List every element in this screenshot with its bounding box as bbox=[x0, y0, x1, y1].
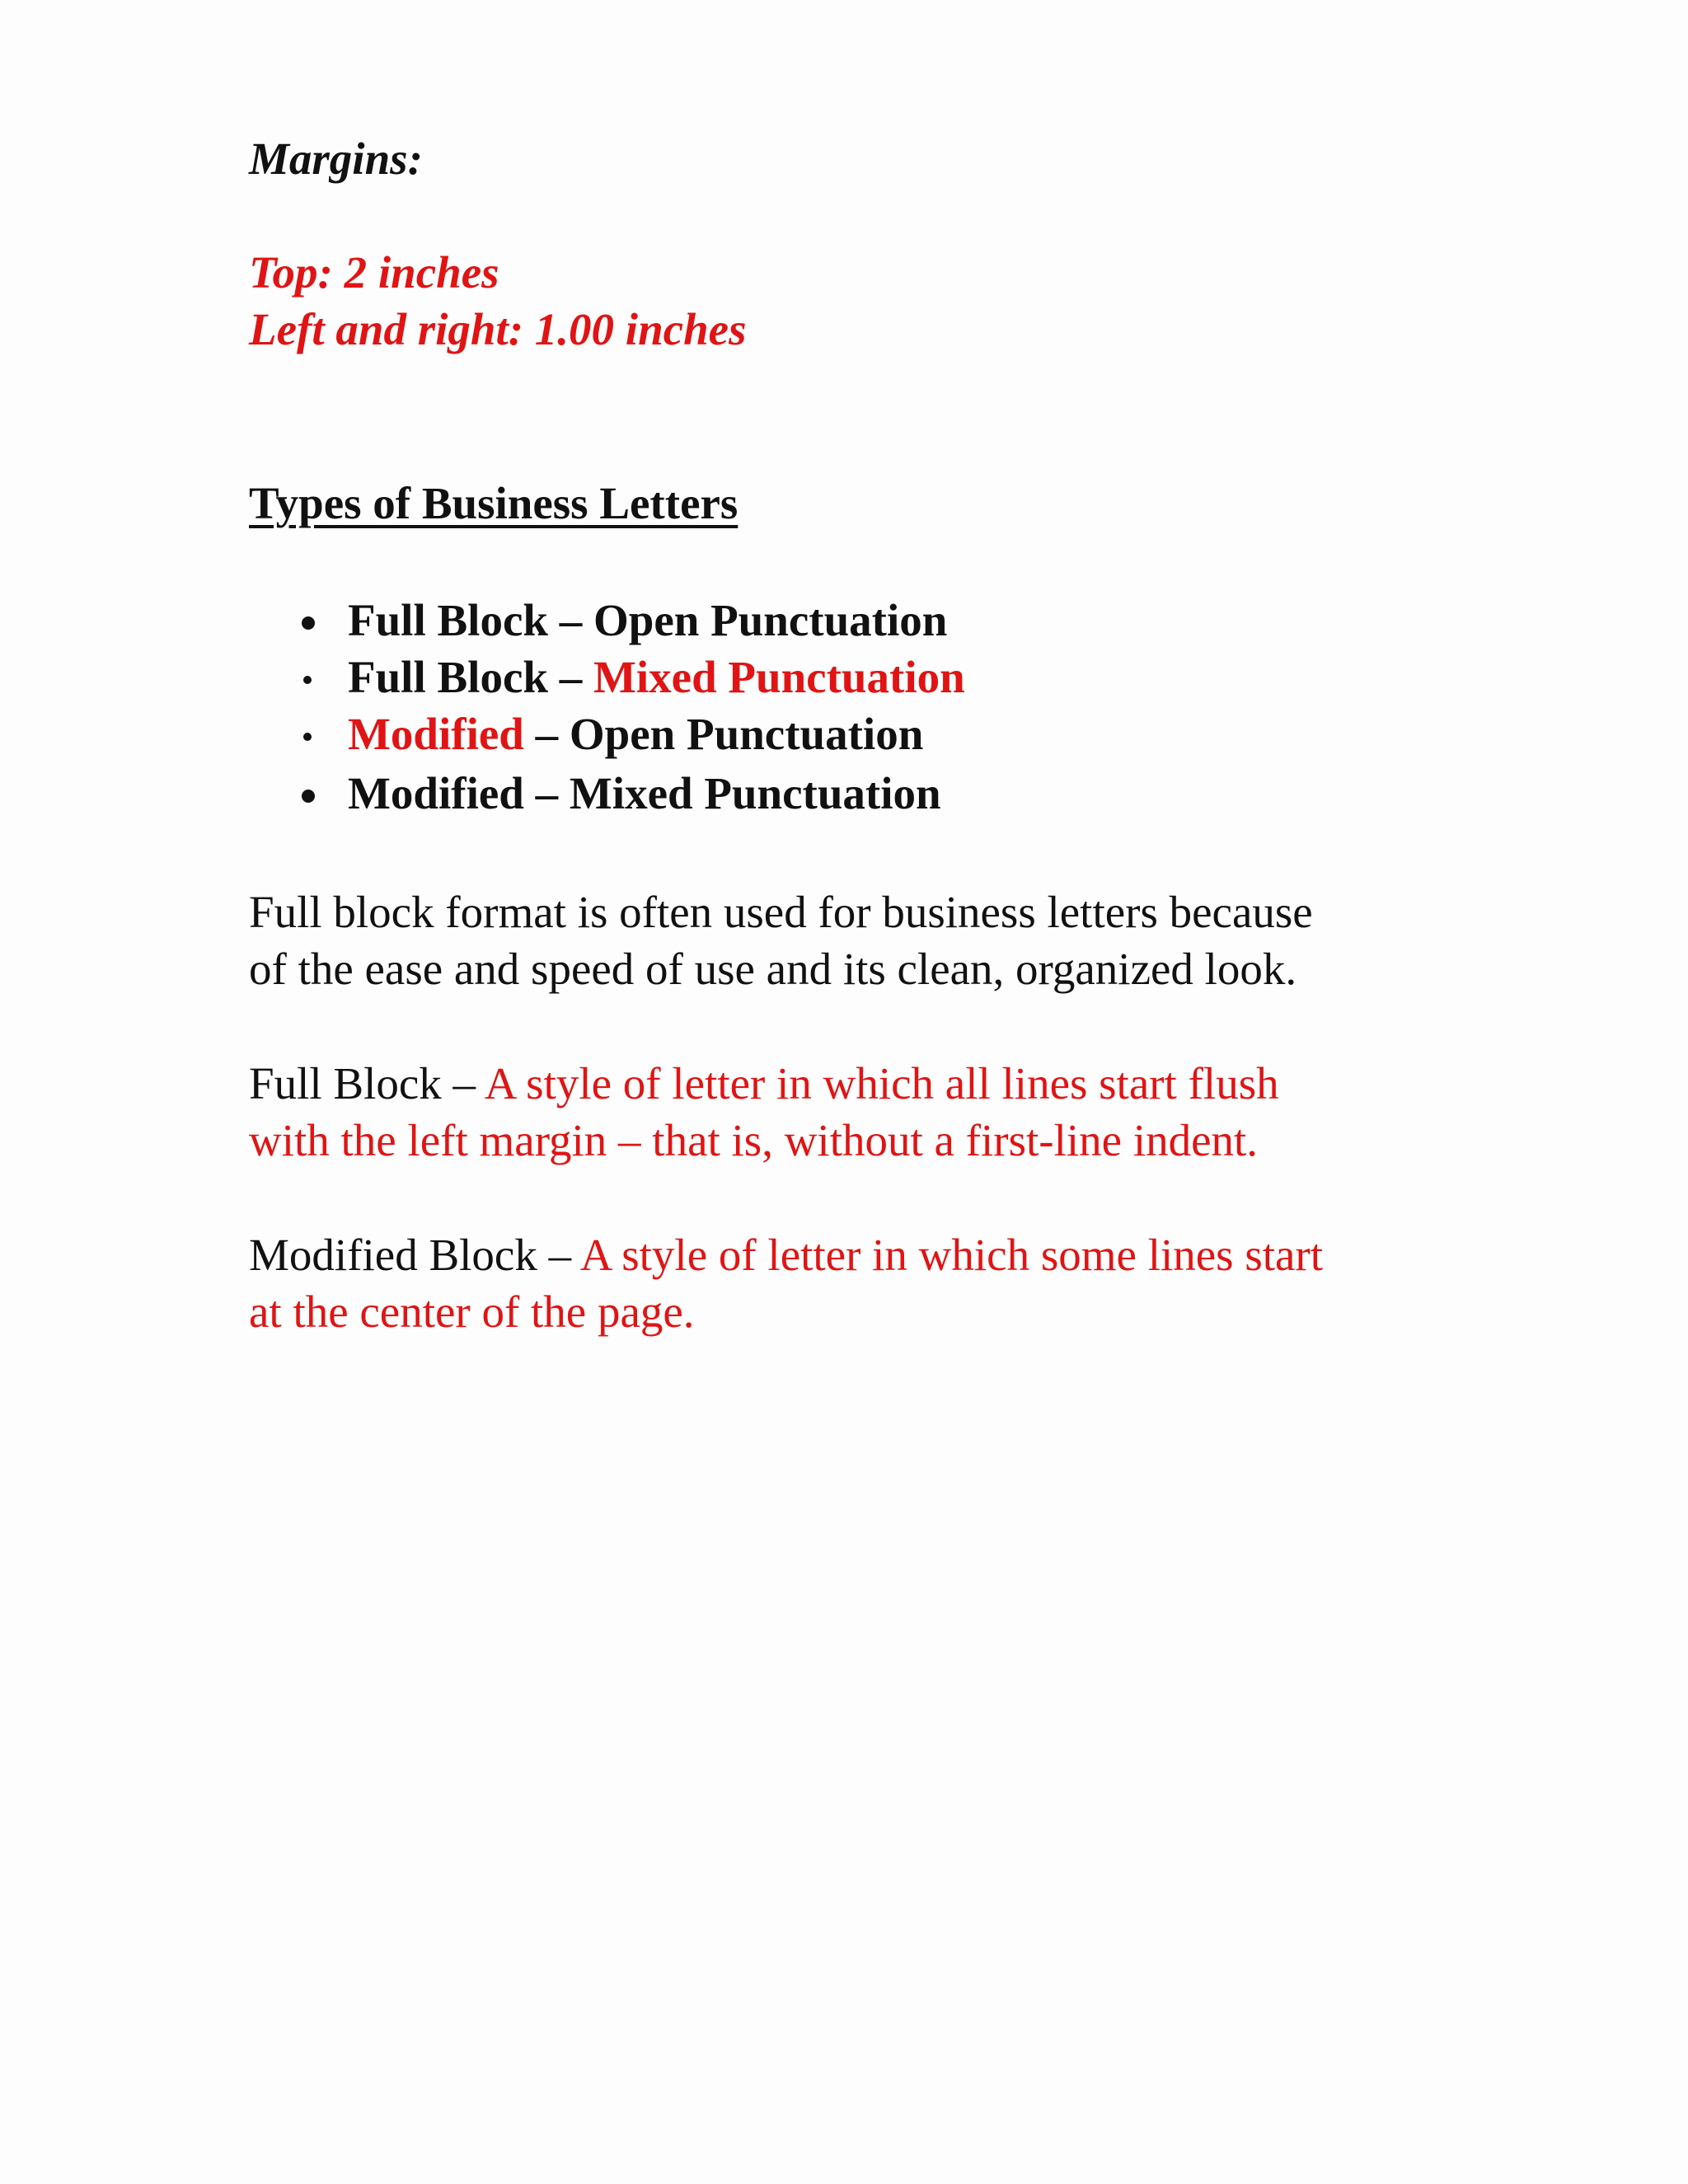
list-item-text: Full Block – Open Punctuation bbox=[348, 595, 948, 645]
bullet-icon bbox=[302, 790, 315, 803]
modified-block-definition-text: A style of letter in which some lines start bbox=[579, 1230, 1324, 1280]
list-item-text: Modified – Mixed Punctuation bbox=[348, 768, 941, 818]
full-block-definition bbox=[249, 1055, 1485, 1169]
full-block-definition-text: A style of letter in which all lines start flush bbox=[484, 1058, 1279, 1108]
bullet-icon bbox=[303, 676, 312, 684]
modified-block-definition-text: at the center of the page. bbox=[249, 1286, 695, 1337]
full-block-note-line: Full block format is often used for business letters because bbox=[249, 887, 1313, 937]
full-block-definition-text: with the left margin – that is, without a first-line indent. bbox=[249, 1115, 1259, 1165]
list-item-text: Full Block – Mixed Punctuation bbox=[348, 652, 965, 702]
list-item-text: Modified – Open Punctuation bbox=[348, 709, 924, 759]
full-block-term: Full Block – bbox=[249, 1058, 485, 1108]
full-block-note bbox=[249, 883, 1485, 997]
modified-block-term: Modified Block – bbox=[249, 1230, 580, 1280]
bullet-icon bbox=[303, 733, 312, 741]
types-heading: Types of Business Letters bbox=[249, 478, 738, 528]
bullet-icon bbox=[302, 616, 315, 630]
full-block-note-line: of the ease and speed of use and its clean, organized look. bbox=[249, 944, 1297, 994]
margin-top-text: Top: 2 inches bbox=[249, 247, 499, 298]
modified-block-definition bbox=[249, 1226, 1485, 1340]
margin-left-right-text: Left and right: 1.00 inches bbox=[249, 304, 747, 354]
margins-heading: Margins: bbox=[249, 134, 423, 184]
